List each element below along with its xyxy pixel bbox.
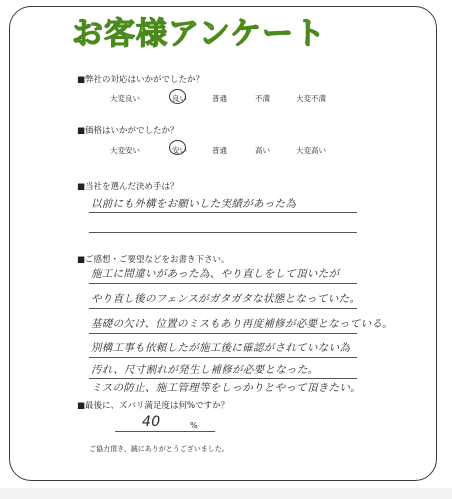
answer-line — [89, 357, 357, 358]
answer-line — [89, 212, 357, 213]
question-price: ■価格はいかがでしたか？ — [77, 126, 179, 136]
answer-line — [89, 308, 357, 309]
service-option-very-dissatisfied: 大変不満 — [296, 94, 326, 103]
thank-you-note: ご協力頂き、誠にありがとうございました。 — [89, 445, 229, 453]
question-satisfaction: ■最後に、ズバリ満足度は何%ですか？ — [77, 401, 230, 411]
service-option-normal: 普通 — [212, 94, 227, 103]
answer-line — [115, 431, 215, 432]
answer-line — [89, 283, 357, 284]
selected-mark-circle — [169, 140, 186, 155]
question-comments: ■ご感想・ご要望などをお書き下さい。 — [77, 255, 230, 265]
price-option-expensive: 高い — [255, 146, 270, 155]
service-option-dissatisfied: 不満 — [255, 94, 270, 103]
comment-line: 基礎の欠け、位置のミスもあり再度補修が必要となっている。 — [91, 318, 393, 330]
satisfaction-value: 40 — [142, 414, 161, 430]
comment-line: やり直し後のフェンスがガタガタな状態となっていた。 — [91, 293, 361, 305]
price-option-very-cheap: 大変安い — [110, 146, 140, 155]
page-bottom-band — [0, 488, 452, 499]
price-option-normal: 普通 — [212, 146, 227, 155]
service-option-good: 良い — [172, 94, 187, 103]
comment-line: 別構工事も依頼したが施工後に確認がされていない為 — [91, 342, 351, 354]
question-service: ■弊社の対応はいかがでしたか？ — [77, 75, 205, 85]
comment-line: ミスの防止、施工管理等をしっかりとやって頂きたい。 — [91, 382, 361, 394]
comment-line: 施工に間違いがあった為、やり直しをして頂いたが — [91, 268, 340, 280]
survey-title: お客様アンケート — [72, 16, 327, 52]
answer-line — [89, 232, 357, 233]
price-option-very-expensive: 大変高い — [296, 146, 326, 155]
selected-mark-circle — [169, 89, 186, 104]
satisfaction-unit: % — [190, 421, 198, 430]
answer-line — [89, 378, 357, 379]
deciding-factor-answer: 以前にも外構をお願いした実績があった為 — [91, 198, 297, 210]
comment-line: 汚れ、尺寸割れが発生し補修が必要となった。 — [91, 364, 319, 376]
price-option-cheap: 安い — [172, 146, 187, 155]
answer-line — [89, 333, 357, 334]
service-option-very-good: 大変良い — [110, 94, 140, 103]
question-deciding-factor: ■当社を選んだ決め手は？ — [77, 182, 179, 192]
